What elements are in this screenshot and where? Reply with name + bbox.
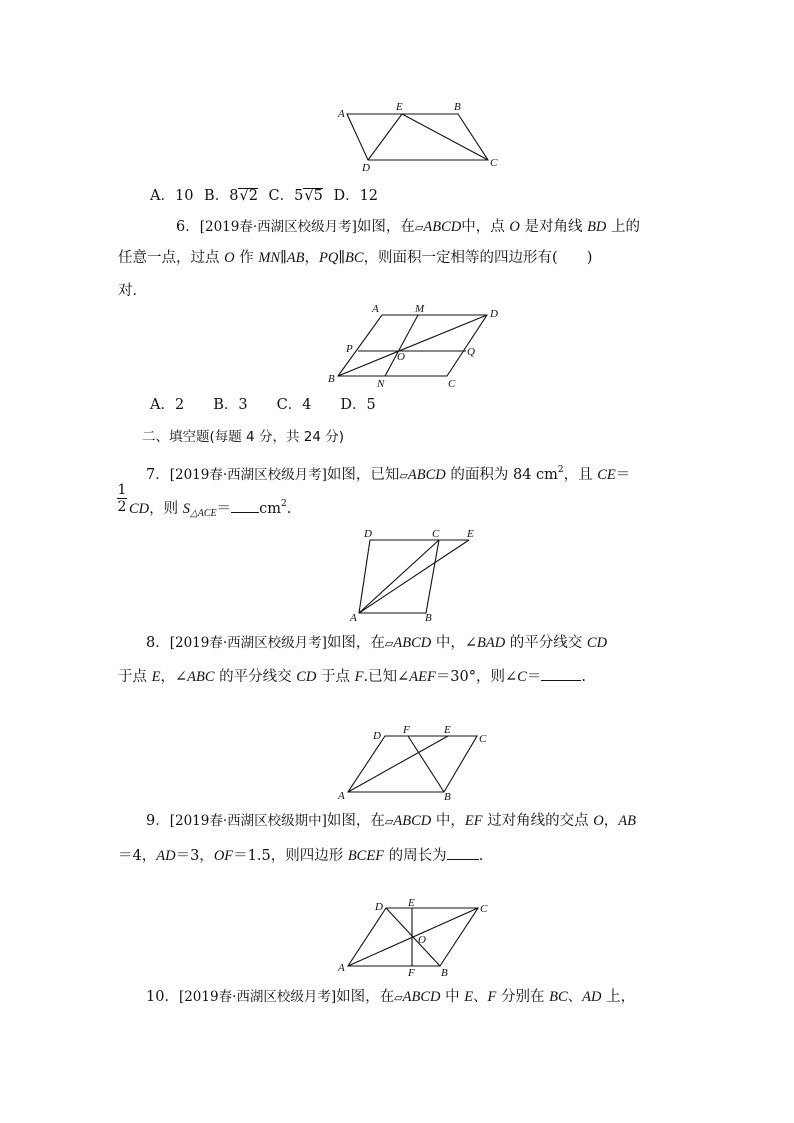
fraction-numerator: 1 — [117, 482, 127, 498]
q8-line-2: 于点 E，∠ABC 的平分线交 CD 于点 F.已知∠AEF＝30°，则∠C＝ . — [118, 666, 586, 686]
q9-label-A: A — [338, 962, 345, 974]
q5-option-c: C．5√5 — [268, 188, 323, 204]
q8-parallelogram-figure — [335, 722, 495, 802]
sqrt-symbol: √2 — [239, 188, 258, 204]
q8-label-E: E — [444, 724, 451, 736]
parallelogram-symbol: ▱ — [394, 991, 403, 1004]
q6-options: A．2 B．3 C．4 D．5 — [150, 397, 376, 413]
q9-label-B: B — [441, 967, 448, 979]
q7-label-B: B — [425, 612, 432, 624]
q9-label-C: C — [480, 903, 488, 915]
q5-option-b: B．8√2 — [204, 188, 258, 204]
q5-parallelogram — [347, 114, 488, 160]
q5-label-A: A — [338, 108, 345, 120]
answer-blank[interactable] — [447, 845, 479, 860]
parallelogram-symbol: ▱ — [414, 221, 424, 234]
q5-option-a: A．10 — [150, 188, 194, 204]
q8-label-F: F — [403, 724, 410, 736]
q6-label-M: M — [415, 303, 425, 315]
q6-label-O: O — [397, 351, 405, 363]
q6-line-2: 任意一点，过点 O 作 MN∥AB，PQ∥BC，则面积一定相等的四边形有( ) — [118, 250, 593, 266]
q5-parallelogram-figure — [335, 100, 498, 175]
q6-line-3: 对． — [118, 283, 147, 299]
q8-label-C: C — [479, 733, 487, 745]
q8-segment-AE — [348, 736, 448, 792]
q9-label-O: O — [418, 934, 426, 946]
q7-segment-AC — [359, 540, 439, 613]
q8-line-1: 8．[2019春·西湖区校级月考]如图，在▱ABCD 中，∠BAD 的平分线交 CD — [146, 635, 608, 651]
q6-parallelogram-figure — [325, 303, 510, 393]
q9-parallelogram-figure — [335, 895, 495, 980]
q6-label-D: D — [490, 308, 498, 320]
parallelogram-symbol: ▱ — [384, 815, 394, 828]
section-heading: 二、填空题(每题 4 分，共 24 分) — [142, 429, 344, 445]
q10-line-1: 10．[2019春·西湖区校级月考]如图，在▱ABCD 中 E、F 分别在 BC、AD 上， — [146, 989, 636, 1005]
q9-label-F: F — [408, 967, 415, 979]
question-source: [2019春·西湖区校级期中] — [169, 813, 327, 829]
q8-label-D: D — [373, 730, 381, 742]
q5-label-D: D — [362, 162, 370, 174]
question-number: 6． — [176, 219, 200, 235]
q6-label-B: B — [328, 373, 335, 385]
q6-label-C: C — [448, 378, 456, 390]
q5-segment-ED — [368, 114, 402, 160]
q7-line-2: CD，则 $S_{\triangle ACE}= cm^2$. — [129, 499, 292, 519]
q6-label-P: P — [346, 343, 353, 355]
q7-label-D: D — [364, 528, 372, 540]
q6-label-N: N — [377, 378, 385, 390]
question-source: [2019春·西湖区校级月考] — [169, 467, 327, 483]
question-number: 10． — [146, 989, 179, 1005]
answer-blank[interactable] — [231, 498, 259, 513]
q5-segment-EC — [402, 114, 488, 160]
question-source: [2019春·西湖区校级月考] — [178, 989, 337, 1005]
q5-label-B: B — [454, 101, 461, 113]
question-source: [2019春·西湖区校级月考] — [169, 635, 327, 651]
q6-label-Q: Q — [467, 346, 475, 358]
q7-label-C: C — [432, 528, 440, 540]
q8-parallelogram — [348, 736, 477, 792]
question-number: 9． — [146, 813, 170, 829]
q5-label-C: C — [490, 157, 498, 169]
sqrt-symbol: √5 — [304, 188, 323, 204]
q9-diagonal-BD — [386, 908, 440, 966]
q7-parallelogram-figure — [345, 526, 485, 626]
q7-segment-AE — [359, 540, 469, 613]
fraction-denominator: 2 — [117, 499, 127, 515]
q5-label-E: E — [396, 101, 403, 113]
parallelogram-symbol: ▱ — [399, 469, 408, 482]
q6-label-A: A — [372, 303, 379, 315]
q8-segment-BF — [408, 736, 444, 792]
q7-label-E: E — [467, 528, 474, 540]
question-source: [2019春·西湖区校级月考] — [199, 219, 357, 235]
q9-label-D: D — [375, 901, 383, 913]
q5-option-d: D．12 — [333, 188, 379, 204]
q7-line-1: 7．[2019春·西湖区校级月考]如图，已知▱ABCD 的面积为 84 $cm^2$，且 CE＝ — [146, 465, 631, 483]
q7-label-A: A — [350, 612, 357, 624]
q8-label-B: B — [444, 791, 451, 803]
question-number: 8． — [146, 635, 170, 651]
q8-label-A: A — [338, 790, 345, 802]
q9-line-1: 9．[2019春·西湖区校级期中]如图，在▱ABCD 中，EF 过对角线的交点 O，AB — [146, 813, 636, 829]
parallelogram-symbol: ▱ — [384, 637, 394, 650]
q6-line-1: 6．[2019春·西湖区校级月考]如图，在▱ABCD中，点 O 是对角线 BD 上的 — [176, 219, 641, 235]
q9-line-2: ＝4，AD＝3，OF＝1.5，则四边形 BCEF 的周长为 . — [118, 845, 483, 865]
answer-blank[interactable] — [541, 666, 581, 681]
question-number: 7． — [146, 467, 170, 483]
q9-label-E: E — [408, 897, 415, 909]
q5-options — [150, 187, 378, 205]
